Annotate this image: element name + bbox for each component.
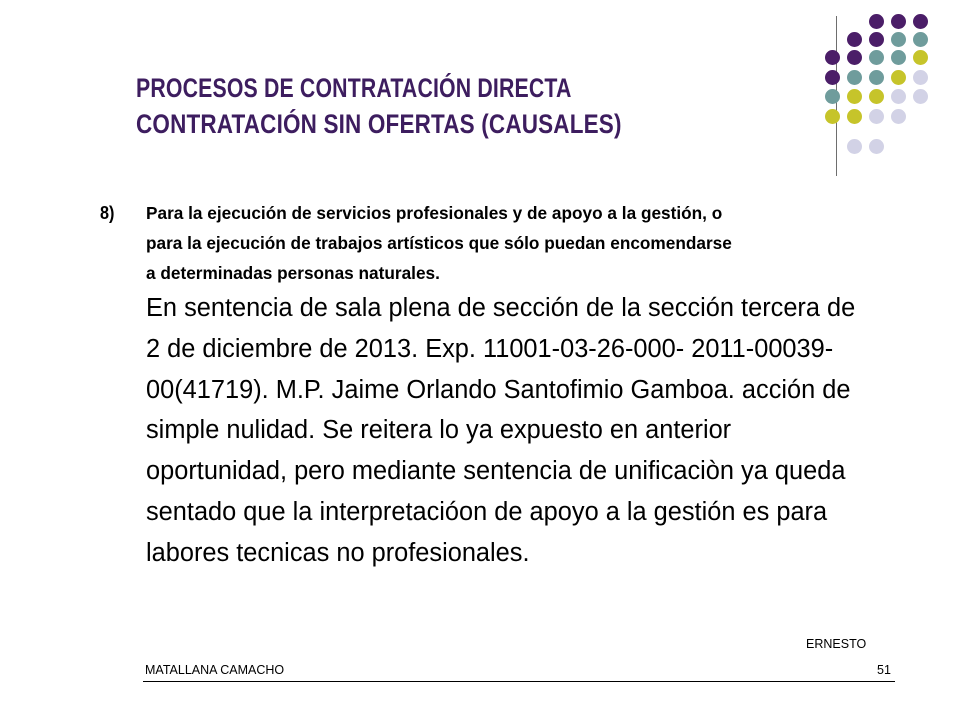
slide-title	[136, 70, 796, 142]
footer-author-first-name: ERNESTO	[806, 637, 867, 651]
body-line: oportunidad, pero mediante sentencia de unificaciòn ya queda	[146, 457, 846, 486]
decorative-dot	[891, 70, 906, 85]
decorative-dot	[825, 109, 840, 124]
heading-line: para la ejecución de trabajos artísticos que sólo puedan encomendarse	[146, 233, 732, 253]
decorative-dot	[869, 70, 884, 85]
decorative-dot	[891, 32, 906, 47]
decorative-dot	[913, 50, 928, 65]
decorative-dot	[847, 32, 862, 47]
body-line: 00(41719). M.P. Jaime Orlando Santofimio Gamboa. acción de	[146, 375, 851, 404]
decorative-dot	[869, 89, 884, 104]
body-line: labores tecnicas no profesionales.	[146, 538, 530, 567]
item-body	[146, 288, 898, 574]
decorative-dot	[847, 50, 862, 65]
decorative-dot	[869, 14, 884, 29]
footer-author-last-name: MATALLANA CAMACHO	[145, 663, 285, 677]
decorative-dot	[847, 109, 862, 124]
page-number: 51	[877, 663, 891, 677]
item-heading	[146, 198, 908, 288]
decorative-dot	[913, 14, 928, 29]
body-line: En sentencia de sala plena de sección de la sección tercera de	[146, 294, 856, 322]
decorative-dot	[913, 70, 928, 85]
decorative-dot	[869, 50, 884, 65]
heading-line: Para la ejecución de servicios profesionales y de apoyo a la gestión, o	[146, 203, 723, 223]
body-line: 2 de diciembre de 2013. Exp. 11001-03-26-000- 2011-00039-	[146, 334, 834, 363]
decorative-dot	[847, 70, 862, 85]
decorative-dot	[891, 89, 906, 104]
decorative-dot	[869, 32, 884, 47]
heading-line: a determinadas personas naturales.	[146, 263, 440, 283]
decorative-dot	[825, 50, 840, 65]
body-line: simple nulidad. Se reitera lo ya expuesto en anterior	[146, 416, 732, 445]
title-line-1: PROCESOS DE CONTRATACIÓN DIRECTA	[136, 73, 572, 103]
decorative-dot	[869, 139, 884, 154]
decorative-dot	[825, 89, 840, 104]
item-number: 8)	[100, 203, 115, 223]
decorative-dot	[913, 32, 928, 47]
decorative-dot	[891, 109, 906, 124]
decorative-dot	[913, 89, 928, 104]
decorative-dot	[891, 14, 906, 29]
body-line: sentado que la interpretacióon de apoyo a la gestión es para	[146, 497, 828, 526]
decorative-dot	[891, 50, 906, 65]
decorative-dot	[847, 139, 862, 154]
decorative-dot	[869, 109, 884, 124]
decorative-dot	[825, 70, 840, 85]
footer-divider	[143, 681, 895, 682]
decorative-dot	[847, 89, 862, 104]
title-line-2: CONTRATACIÓN SIN OFERTAS (CAUSALES)	[136, 109, 622, 139]
